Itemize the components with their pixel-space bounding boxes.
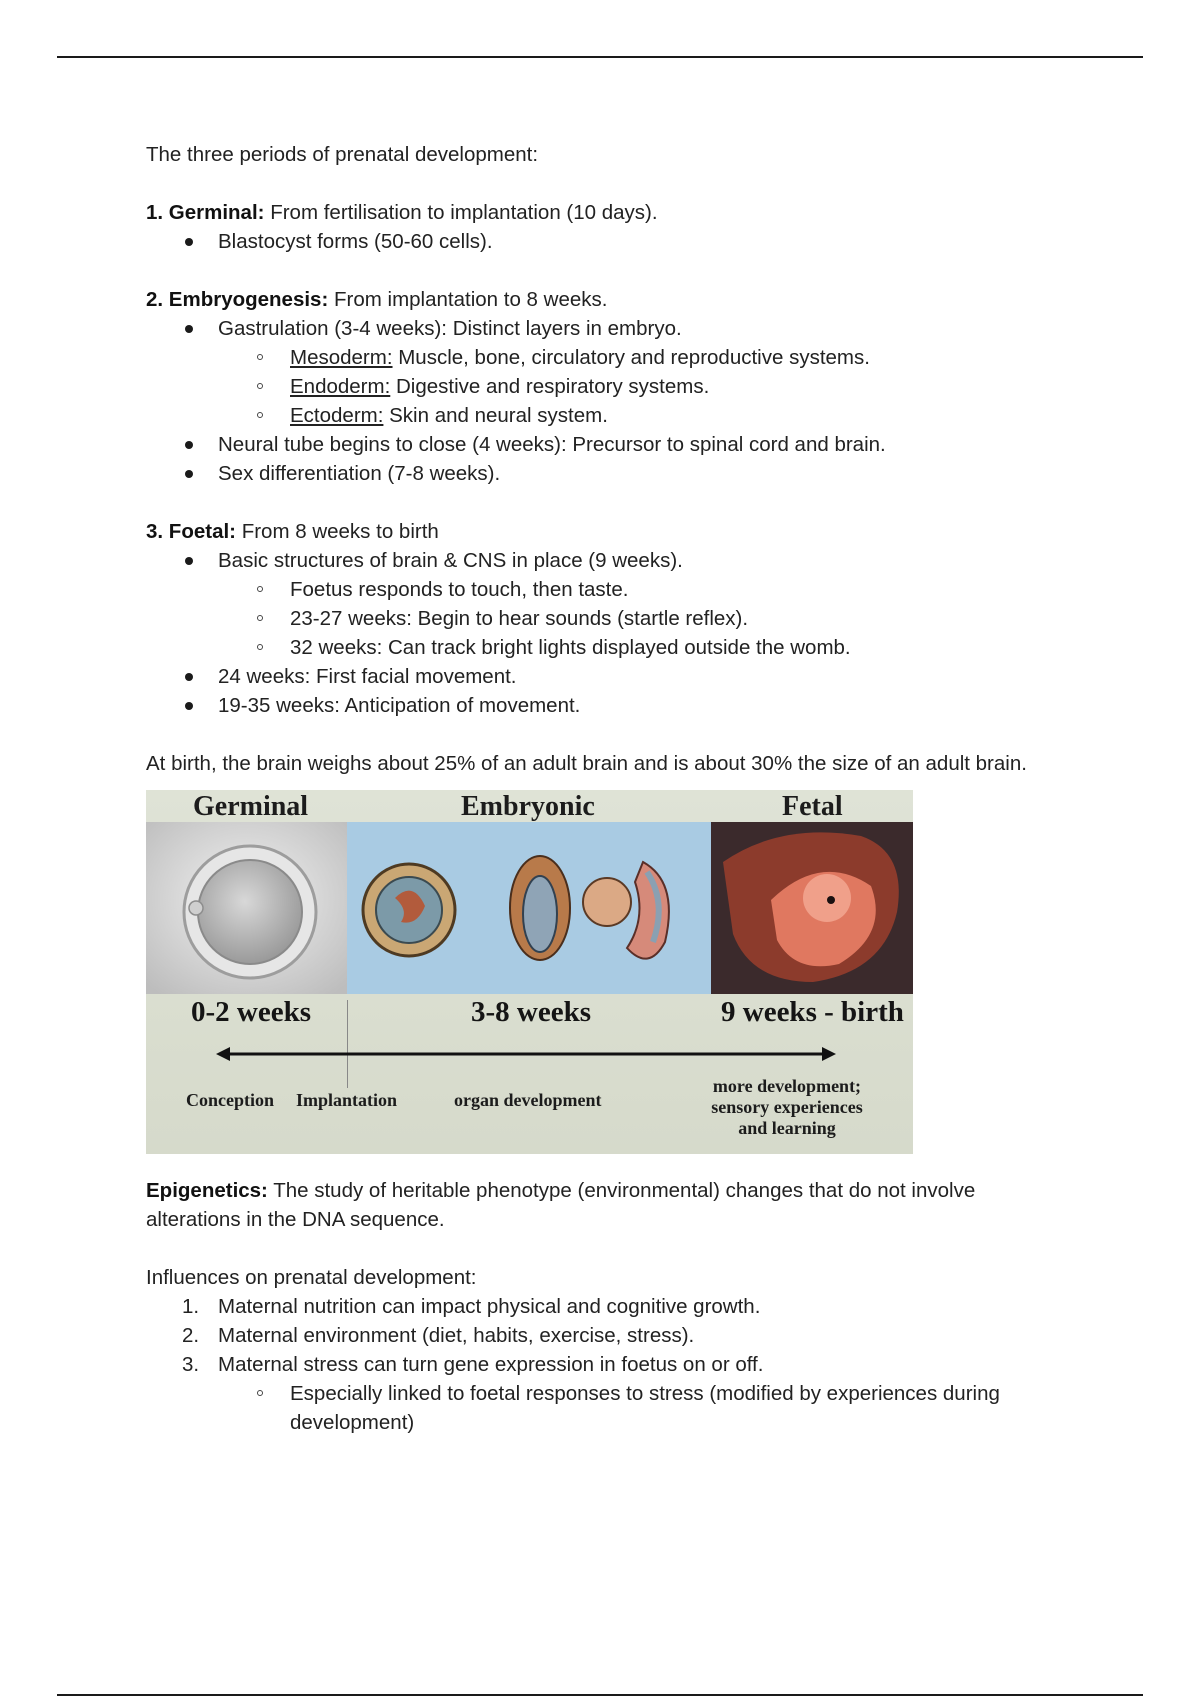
mesoderm-term: Mesoderm: (290, 346, 393, 369)
embryogenesis-text: From implantation to 8 weeks. (334, 288, 608, 311)
conception-caption: Conception (186, 1090, 275, 1110)
prenatal-stages-figure (146, 790, 913, 1154)
intro-text: The three periods of prenatal development: (146, 143, 539, 166)
fetal-caption-line: and learning (738, 1118, 836, 1138)
ectoderm-term: Ectoderm: (290, 404, 384, 427)
epigenetics-text: The study of heritable phenotype (environmental) changes that do not involve alterations in the DNA sequence. (146, 1179, 976, 1231)
fetal-caption-line: more development; (712, 1076, 862, 1096)
fetal-caption-line: sensory experiences (711, 1097, 863, 1117)
fetal-caption (702, 1076, 872, 1139)
list-item: Sex differentiation (7-8 weeks). (146, 459, 1066, 488)
mesoderm-desc: Muscle, bone, circulatory and reproductive systems. (398, 346, 870, 369)
foetal-title: 3. Foetal: (146, 520, 236, 543)
ectoderm-desc: Skin and neural system. (389, 404, 608, 427)
list-subitem (146, 372, 1066, 401)
epigenetics-title: Epigenetics: (146, 1179, 268, 1202)
numbered-item-text: Maternal nutrition can impact physical and cognitive growth. (218, 1295, 761, 1318)
foetal-heading (146, 517, 1066, 546)
embryogenesis-heading (146, 285, 1066, 314)
list-item: Neural tube begins to close (4 weeks): Precursor to spinal cord and brain. (146, 430, 1066, 459)
implantation-caption: Implantation (296, 1090, 398, 1110)
list-item: Blastocyst forms (50-60 cells). (146, 227, 1066, 256)
germinal-heading (146, 198, 1066, 227)
figure-germinal-label: Germinal (193, 791, 309, 822)
birth-note: At birth, the brain weighs about 25% of an adult brain and is about 30% the size of an adult brain. (146, 752, 1027, 775)
figure-fetal-label: Fetal (782, 791, 843, 822)
endoderm-term: Endoderm: (290, 375, 391, 398)
list-subitem: 23-27 weeks: Begin to hear sounds (startle reflex). (146, 604, 1066, 633)
numbered-item-text: Maternal stress can turn gene expression in foetus on or off. (218, 1353, 764, 1376)
timeline-arrow (216, 1046, 836, 1062)
top-rule (57, 56, 1143, 58)
list-item: 19-35 weeks: Anticipation of movement. (146, 691, 1066, 720)
list-subitem: 32 weeks: Can track bright lights displayed outside the womb. (146, 633, 1066, 662)
list-item: 24 weeks: First facial movement. (146, 662, 1066, 691)
fetal-weeks: 9 weeks - birth (721, 996, 904, 1028)
germinal-text: From fertilisation to implantation (10 days). (270, 201, 658, 224)
document-body (146, 140, 1066, 1437)
organ-caption: organ development (454, 1090, 602, 1110)
foetal-text: From 8 weeks to birth (241, 520, 439, 543)
implantation-divider (347, 1000, 348, 1088)
germinal-weeks: 0-2 weeks (191, 996, 312, 1028)
numbered-item: 3. Maternal stress can turn gene expression in foetus on or off. (182, 1353, 764, 1376)
bottom-rule (57, 1694, 1143, 1696)
influences-title: Influences on prenatal development: (146, 1266, 477, 1289)
numbered-item: 2. Maternal environment (diet, habits, exercise, stress). (182, 1324, 695, 1347)
figure-embryonic-label: Embryonic (461, 791, 595, 822)
endoderm-desc: Digestive and respiratory systems. (395, 375, 710, 398)
list-subitem: Especially linked to foetal responses to stress (modified by experiences during development) (146, 1379, 1066, 1437)
list-subitem (146, 401, 1066, 430)
epigenetics-paragraph (146, 1176, 1066, 1234)
embryonic-weeks: 3-8 weeks (471, 996, 592, 1028)
numbered-item: 1. Maternal nutrition can impact physical and cognitive growth. (182, 1295, 761, 1318)
embryo-diagram (347, 822, 711, 994)
list-item: Basic structures of brain & CNS in place (9 weeks). (146, 546, 1066, 575)
numbered-item-text: Maternal environment (diet, habits, exercise, stress). (218, 1324, 695, 1347)
embryogenesis-title: 2. Embryogenesis: (146, 288, 329, 311)
list-subitem (146, 343, 1066, 372)
foetus-image (711, 822, 913, 994)
list-subitem: Foetus responds to touch, then taste. (146, 575, 1066, 604)
list-item: Gastrulation (3-4 weeks): Distinct layers in embryo. (146, 314, 1066, 343)
germinal-title: 1. Germinal: (146, 201, 265, 224)
zygote-image (146, 822, 347, 994)
